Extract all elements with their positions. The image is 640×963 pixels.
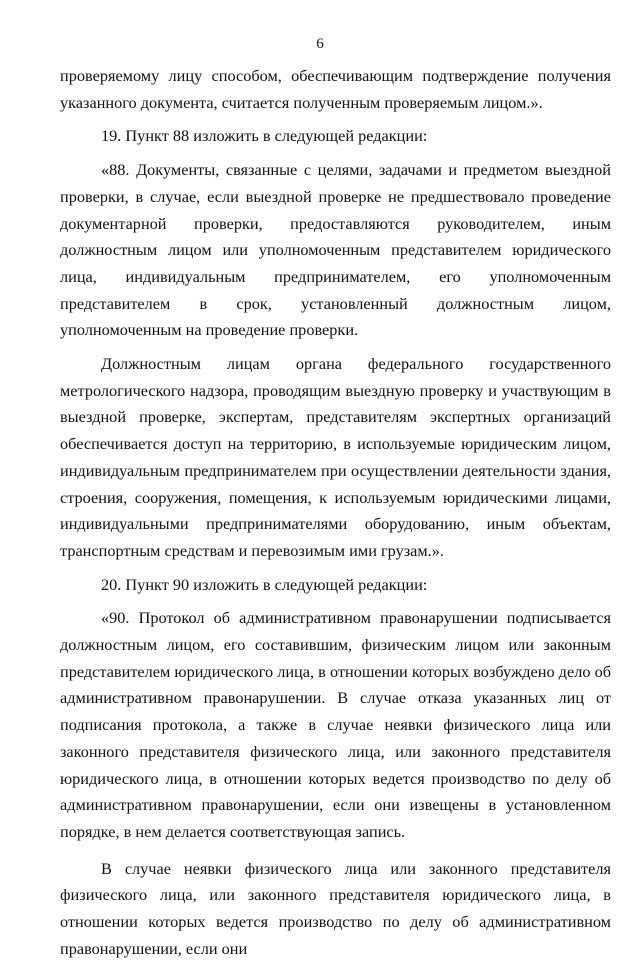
paragraph-point-90: «90. Протокол об административном правонарушении подписывается должностным лицом, его составившим, физическим лицом или законным представителем юридического лица, в отношении которых возбуждено дело об административном правонарушении. В случае отказа указанных лиц от подписания протокола, а также в случае неявки физического лица или законного представителя физического лица, или законного представителя юридического лица, в отношении которых ведется производство по делу об административном правонарушении, если они извещены в установленном порядке, в нем делается соответствующая запись. (60, 608, 611, 841)
document-body (60, 63, 611, 963)
paragraph-item-20: 20. Пункт 90 изложить в следующей редакции: (101, 574, 428, 594)
paragraph-item-19: 19. Пункт 88 изложить в следующей редакции: (101, 126, 428, 146)
paragraph-point-88: «88. Документы, связанные с целями, задачами и предметом выездной проверки, в случае, если выездной проверке не предшествовало проведение документарной проверки, предоставляются руководителем, иным должностным лицом или уполномоченным представителем юридического лица, индивидуальным предпринимателем, его уполномоченным представителем в срок, установленный должностным лицом, уполномоченным на проведение проверки. (60, 160, 611, 340)
page-number: 6 (316, 36, 324, 52)
paragraph-non-appearance: В случае неявки физического лица или законного представителя физического лица, или законного представителя юридического лица, в отношении которых ведется производство по делу об административном правонарушении, если они (60, 858, 611, 958)
paragraph-access: Должностным лицам органа федерального государственного метрологического надзора, проводящим выездную проверку и участвующим в выездной проверке, экспертам, представителям экспертных организаций обеспечивается доступ на территорию, в используемые юридическим лицом, индивидуальным предпринимателем при осуществлении деятельности здания, строения, сооружения, помещения, к используемым юридическими лицами, индивидуальными предпринимателями оборудованию, иным объектам, транспортным средствам и перевозимым ими грузам.». (60, 354, 611, 560)
paragraph-continuation: проверяемому лицу способом, обеспечивающим подтверждение получения указанного документа, считается полученным проверяемым лицом.». (60, 66, 611, 112)
